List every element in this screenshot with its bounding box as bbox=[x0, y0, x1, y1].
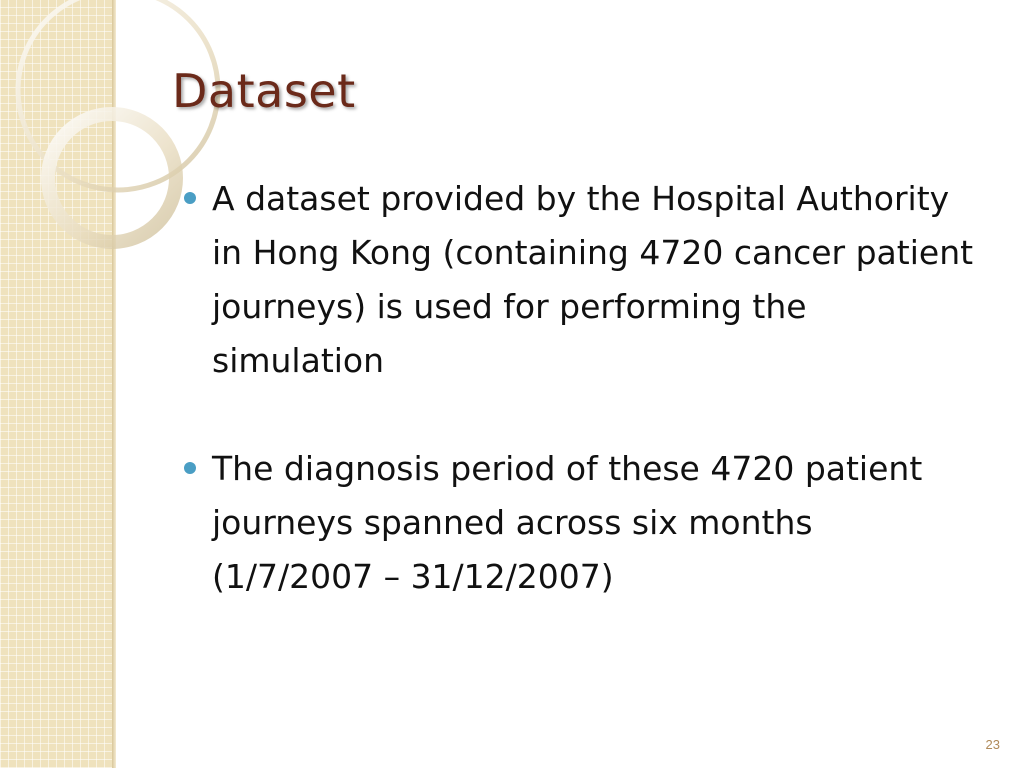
bullet-dot-icon bbox=[184, 192, 196, 204]
bullet-text: A dataset provided by the Hospital Authority in Hong Kong (containing 4720 cancer patient journeys) is used for performing the simulation bbox=[212, 179, 974, 380]
page-number: 23 bbox=[985, 737, 1000, 752]
slide-title: Dataset bbox=[172, 64, 356, 118]
bullet-list bbox=[184, 172, 984, 658]
bullet-text: The diagnosis period of these 4720 patient journeys spanned across six months (1/7/2007 – 31/12/2007) bbox=[212, 449, 923, 596]
bullet-dot-icon bbox=[184, 462, 196, 474]
bullet-item bbox=[184, 442, 984, 604]
bullet-item bbox=[184, 172, 984, 388]
